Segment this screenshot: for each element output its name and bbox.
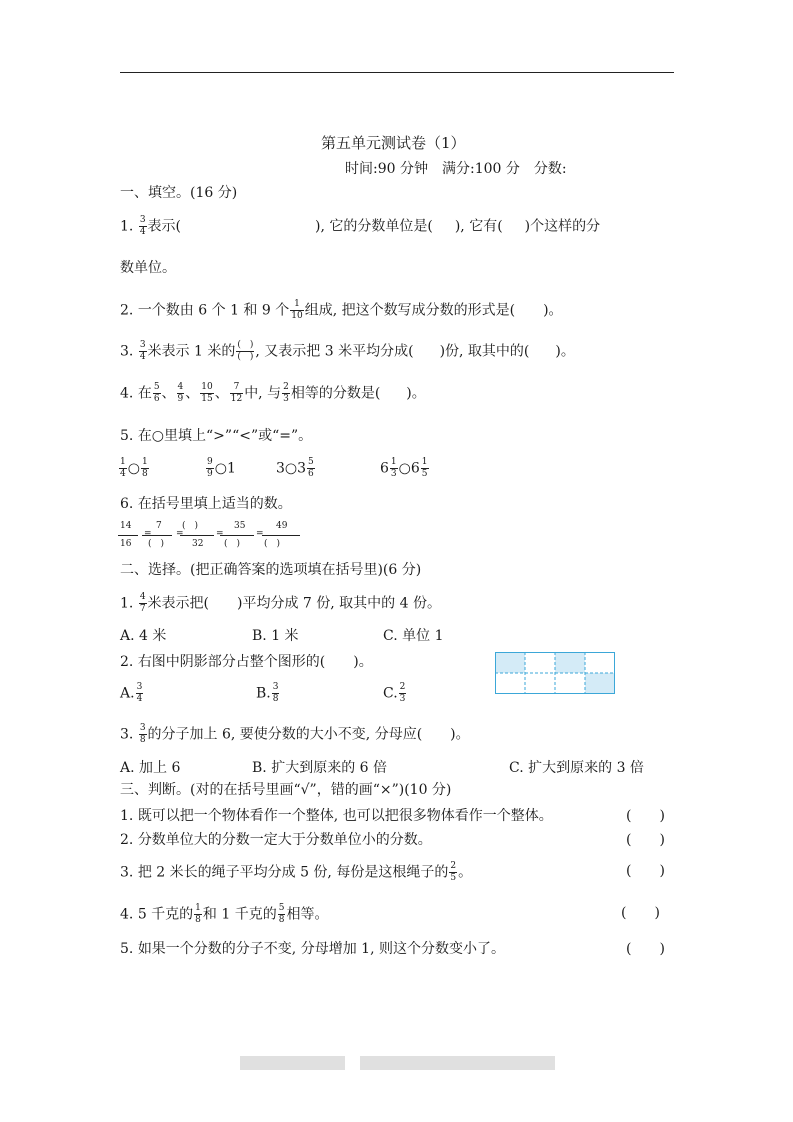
judge-item-1 [120, 807, 553, 825]
question-text: ), 它有( [454, 218, 503, 235]
question-text: 既可以把一个物体看作一个整体, 也可以把很多物体看作一个整体。 [137, 808, 553, 824]
numerator: 14 [120, 521, 132, 531]
question-text: 米表示把( [147, 595, 210, 612]
question-text: )。 [555, 343, 575, 360]
question-text: , 又表示把 3 米平均分成( [255, 343, 414, 360]
question-text: )平均分成 7 份, 取其中的 4 份。 [237, 595, 441, 612]
numerator: 49 [276, 521, 288, 531]
question-text: )。 [406, 385, 426, 402]
option-c[interactable]: C. 单位 1 [383, 628, 444, 644]
question-text: ), 它的分数单位是( [315, 218, 433, 235]
option-a[interactable]: A. 4 米 [120, 628, 167, 644]
fraction: $\frac{7}{12}$ [230, 382, 243, 404]
shaded-cell [555, 652, 585, 673]
numerator: 35 [234, 521, 246, 531]
shaded-grid-figure [495, 652, 615, 694]
compare-item-1: $\frac{1}{4}$ ○ $\frac{1}{8}$ [120, 457, 148, 479]
judge-item-2 [120, 831, 432, 849]
fill-question-2 [120, 300, 563, 321]
option-c[interactable]: C. $\frac{2}{3}$ [383, 682, 406, 704]
fill-question-4 [120, 383, 426, 404]
option-a[interactable]: A. $\frac{3}{4}$ [120, 682, 143, 704]
option-b[interactable]: B. $\frac{3}{8}$ [256, 682, 279, 704]
fraction: $\frac{10}{15}$ [201, 382, 213, 404]
question-number: 2. [120, 654, 134, 670]
option-c[interactable]: C. 扩大到原来的 3 倍 [509, 760, 644, 776]
question-number: 5. [120, 428, 134, 444]
grid-svg [495, 652, 615, 694]
question-number: 5. [120, 941, 134, 957]
footer-watermark [360, 1056, 555, 1070]
question-number: 6. [120, 496, 134, 512]
top-rule [120, 72, 674, 73]
question-text: 5 千克的 [137, 906, 194, 923]
question-number: 4. [120, 906, 134, 923]
question-text: 组成, 把这个数写成分数的形式是( [304, 302, 516, 319]
choice-question-3: 3. $\frac{3}{8}$ 的分子加上 6, 要使分数的大小不变, 分母应( )。 [120, 723, 470, 745]
answer-paren[interactable]: ( ) [626, 863, 665, 879]
question-text: 相等的分数是( [290, 385, 381, 402]
compare-circle[interactable]: ○ [127, 460, 140, 477]
separator: 、 [214, 385, 229, 402]
question-text: 在○里填上“>”“<”或“=”。 [137, 428, 313, 444]
section-2-heading: 二、选择。(把正确答案的选项填在括号里)(6 分) [120, 562, 422, 578]
separator: 、 [185, 385, 200, 402]
fraction-bar [220, 535, 254, 536]
numerator: 7 [156, 521, 162, 531]
answer-paren[interactable]: ( ) [626, 832, 665, 848]
question-text: 的分子加上 6, 要使分数的大小不变, 分母应( [147, 726, 423, 743]
compare-circle[interactable]: ○6 [398, 460, 420, 477]
question-number: 3. [120, 864, 134, 881]
question-text: 右图中阴影部分占整个图形的( [137, 654, 326, 670]
fill-question-1-cont: 数单位。 [120, 260, 176, 276]
numerator: ( ) [182, 521, 199, 531]
choice-question-1: 1. $\frac{4}{7}$ 米表示把( )平均分成 7 份, 取其中的 4 份。 [120, 592, 441, 614]
question-text: 表示( [147, 218, 182, 235]
denominator: ( ) [148, 539, 165, 549]
fill-question-5 [120, 427, 312, 445]
question-number: 3. [120, 726, 134, 743]
question-text: 米表示 1 米的 [147, 343, 236, 360]
answer-paren[interactable]: ( ) [626, 941, 665, 957]
judge-item-5 [120, 940, 505, 958]
denominator: 16 [120, 539, 132, 549]
section-3-heading: 三、判断。(对的在括号里画“√”，错的画“×”)(10 分) [120, 782, 452, 798]
equals-sign: = [144, 529, 152, 539]
fraction: $\frac{3}{4}$ [139, 215, 146, 237]
question-number: 1. [120, 595, 134, 612]
shaded-cell [585, 673, 615, 694]
question-text: 在括号里填上适当的数。 [137, 496, 292, 512]
question-number: 1. [120, 808, 134, 824]
question-text: )个这样的分 [524, 218, 601, 235]
shaded-cell [495, 652, 525, 673]
fraction-bar [118, 535, 138, 536]
answer-paren[interactable]: ( ) [621, 905, 660, 921]
question-number: 2. [120, 302, 134, 319]
fraction-bar [262, 535, 300, 536]
judge-item-4: 4. 5 千克的 $\frac{1}{8}$ 和 1 千克的 $\frac{5}{8}$ 相等。 [120, 903, 329, 925]
fraction-bar [142, 535, 172, 536]
question-number: 2. [120, 832, 134, 848]
question-text: 一个数由 6 个 1 和 9 个 [137, 302, 290, 319]
compare-item-4: 6 $\frac{1}{3}$ ○6 $\frac{1}{5}$ [380, 457, 428, 479]
judge-item-3: 3. 把 2 米长的绳子平均分成 5 份, 每份是这根绳子的 $\frac{2}{5}$ 。 [120, 861, 473, 883]
question-text: )。 [353, 654, 373, 670]
fraction-bar [180, 535, 214, 536]
blank-fraction: $\frac{( )}{( )}$ [237, 340, 254, 362]
fraction: $\frac{5}{6}$ [153, 382, 160, 404]
question-text: )。 [450, 726, 470, 743]
fraction: $\frac{1}{10}$ [291, 299, 303, 321]
exam-meta: 时间:90 分钟 满分:100 分 分数: [345, 161, 567, 177]
question-number: 1. [120, 218, 134, 235]
compare-circle[interactable]: ○1 [214, 460, 236, 477]
answer-paren[interactable]: ( ) [626, 808, 665, 824]
question-text: 中, 与 [244, 385, 282, 402]
fraction: $\frac{3}{4}$ [139, 340, 146, 362]
denominator: 32 [192, 539, 204, 549]
page-title: 第五单元测试卷（1） [321, 134, 466, 152]
fill-question-3 [120, 341, 575, 362]
option-b[interactable]: B. 1 米 [252, 628, 299, 644]
option-b[interactable]: B. 扩大到原来的 6 倍 [252, 760, 387, 776]
choice-question-2 [120, 653, 373, 671]
fill-question-1 [120, 216, 600, 237]
equals-sign: = [176, 529, 184, 539]
equals-sign: = [216, 529, 224, 539]
compare-circle[interactable]: 3○3 [276, 460, 307, 477]
question-text: 分数单位大的分数一定大于分数单位小的分数。 [137, 832, 432, 848]
separator: 、 [161, 385, 176, 402]
compare-item-3: 3○3 $\frac{5}{6}$ [276, 457, 314, 479]
denominator: ( ) [224, 539, 241, 549]
section-1-heading: 一、填空。(16 分) [120, 185, 238, 201]
question-text: )份, 取其中的( [439, 343, 530, 360]
fraction: $\frac{4}{9}$ [177, 382, 184, 404]
question-text: 在 [137, 385, 152, 402]
option-a[interactable]: A. 加上 6 [120, 760, 181, 776]
fraction: $\frac{2}{3}$ [283, 382, 289, 404]
fill-question-6 [120, 495, 292, 513]
equals-sign: = [256, 529, 264, 539]
footer-watermark [240, 1056, 345, 1070]
question-number: 4. [120, 385, 134, 402]
question-text: )。 [543, 302, 563, 319]
compare-item-2: $\frac{9}{9}$ ○1 [207, 457, 236, 479]
question-text: 如果一个分数的分子不变, 分母增加 1, 则这个分数变小了。 [137, 941, 505, 957]
question-number: 3. [120, 343, 134, 360]
question-text: 把 2 米长的绳子平均分成 5 份, 每份是这根绳子的 [137, 864, 449, 881]
denominator: ( ) [264, 539, 281, 549]
